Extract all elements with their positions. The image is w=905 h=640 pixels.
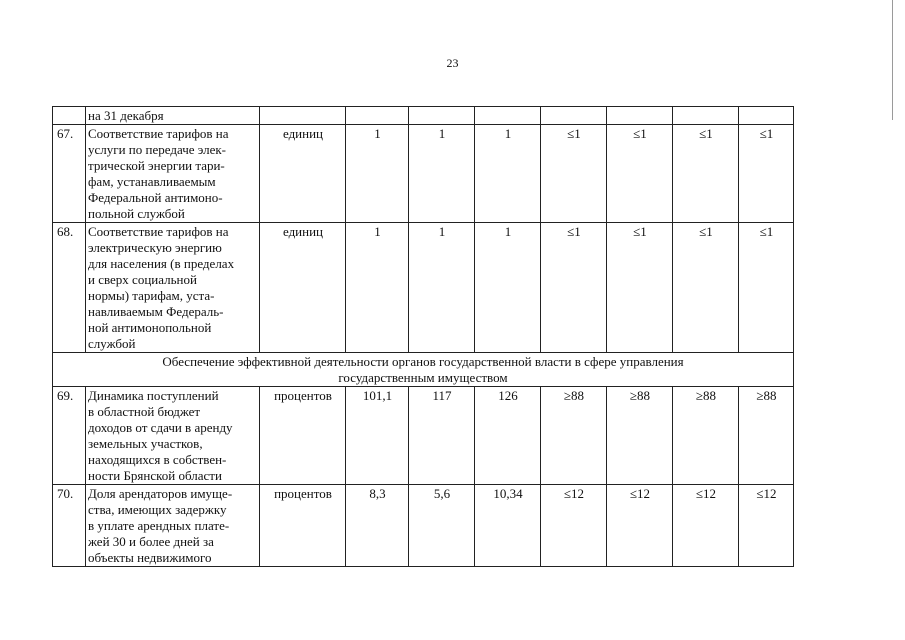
value-cell: 1: [475, 223, 541, 353]
row-number: [53, 107, 86, 125]
table-row: [53, 387, 794, 485]
unit-cell: единиц: [260, 125, 346, 223]
indicator-name: Динамика поступлений в областной бюджет доходов от сдачи в аренду земельных участков, находящихся в собствен- ности Брянской области: [86, 387, 260, 485]
unit-cell: процентов: [260, 387, 346, 485]
value-cell: ≥88: [607, 387, 673, 485]
indicator-name: Доля арендаторов имуще- ства, имеющих задержку в уплате арендных плате- жей 30 и более дней за объекты недвижимого: [86, 485, 260, 567]
table-row-continuation: [53, 107, 794, 125]
value-cell: ≤12: [739, 485, 794, 567]
value-cell: ≤1: [673, 223, 739, 353]
value-cell: 1: [409, 125, 475, 223]
value-cell: 1: [346, 125, 409, 223]
value-cell: 1: [409, 223, 475, 353]
value-cell: ≥88: [739, 387, 794, 485]
value-cell: [673, 107, 739, 125]
indicator-name: на 31 декабря: [86, 107, 260, 125]
table-row: [53, 125, 794, 223]
section-heading: Обеспечение эффективной деятельности органов государственной власти в сфере управления государственным имуществом: [53, 353, 794, 387]
value-cell: [607, 107, 673, 125]
value-cell: ≤1: [607, 125, 673, 223]
table-row: [53, 223, 794, 353]
unit-cell: единиц: [260, 223, 346, 353]
unit-cell: [260, 107, 346, 125]
table-section-row: [53, 353, 794, 387]
row-number: 67.: [53, 125, 86, 223]
page-number: 23: [446, 56, 459, 70]
row-number: 69.: [53, 387, 86, 485]
value-cell: 8,3: [346, 485, 409, 567]
value-cell: [739, 107, 794, 125]
value-cell: ≤12: [673, 485, 739, 567]
value-cell: [475, 107, 541, 125]
indicator-name: Соответствие тарифов на электрическую энергию для населения (в пределах и сверх социальной нормы) тарифам, уста- навливаемым Федераль- ной антимонопольной службой: [86, 223, 260, 353]
value-cell: ≤1: [673, 125, 739, 223]
value-cell: 117: [409, 387, 475, 485]
value-cell: ≥88: [673, 387, 739, 485]
value-cell: 126: [475, 387, 541, 485]
value-cell: ≤1: [607, 223, 673, 353]
value-cell: ≤12: [607, 485, 673, 567]
row-number: 70.: [53, 485, 86, 567]
unit-cell: процентов: [260, 485, 346, 567]
value-cell: 10,34: [475, 485, 541, 567]
indicator-table: [52, 106, 794, 567]
row-number: 68.: [53, 223, 86, 353]
value-cell: 101,1: [346, 387, 409, 485]
value-cell: ≤12: [541, 485, 607, 567]
value-cell: 1: [346, 223, 409, 353]
value-cell: [346, 107, 409, 125]
indicator-name: Соответствие тарифов на услуги по передаче элек- трической энергии тари- фам, устанавливаемым Федеральной антимоно- польной службой: [86, 125, 260, 223]
table-row: [53, 485, 794, 567]
value-cell: 5,6: [409, 485, 475, 567]
value-cell: ≤1: [739, 223, 794, 353]
value-cell: [409, 107, 475, 125]
value-cell: 1: [475, 125, 541, 223]
value-cell: ≤1: [739, 125, 794, 223]
value-cell: ≤1: [541, 125, 607, 223]
value-cell: [541, 107, 607, 125]
value-cell: ≤1: [541, 223, 607, 353]
value-cell: ≥88: [541, 387, 607, 485]
